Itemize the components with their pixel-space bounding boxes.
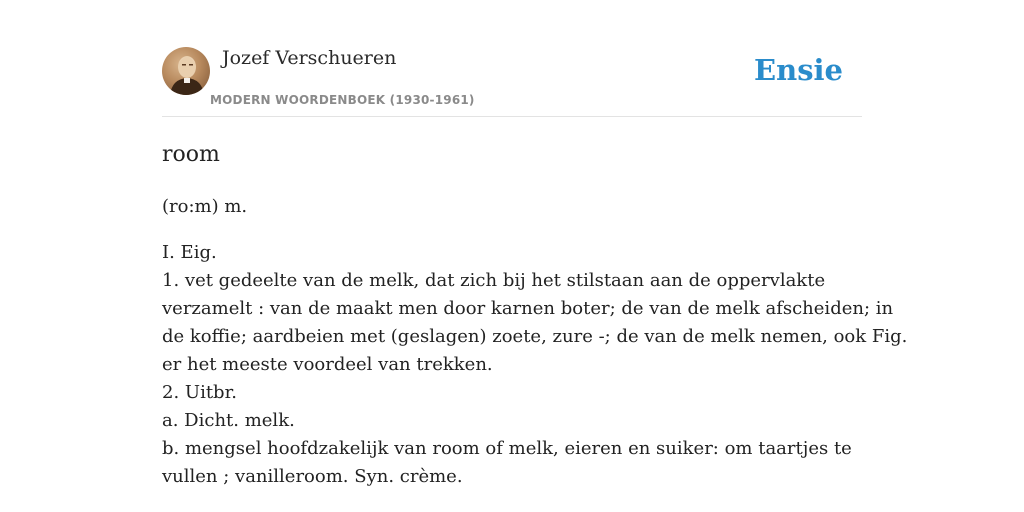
definition-line: vullen ; vanilleroom. Syn. crème. [162,466,463,487]
entry-term: room [162,142,220,167]
author-name[interactable]: Jozef Verschueren [222,47,397,69]
portrait-icon [162,47,210,95]
source-label[interactable]: MODERN WOORDENBOEK (1930-1961) [210,93,475,107]
definition-line: I. Eig. [162,242,217,263]
definition-line: verzamelt : van de maakt men door karnen boter; de van de melk afscheiden; in [162,298,894,319]
ensie-logo[interactable]: Ensie [754,53,843,87]
definition-line: de koffie; aardbeien met (geslagen) zoete, zure -; de van de melk nemen, ook Fig. [162,326,908,347]
definition-line: 2. Uitbr. [162,382,237,403]
definition-line: b. mengsel hoofdzakelijk van room of melk, eieren en suiker: om taartjes te [162,438,852,459]
entry-definition [162,239,908,491]
header [162,46,862,117]
definition-line: 1. vet gedeelte van de melk, dat zich bij het stilstaan aan de oppervlakte [162,270,826,291]
definition-line: er het meeste voordeel van trekken. [162,354,493,375]
definition-line: a. Dicht. melk. [162,410,295,431]
entry-pronunciation: (ro:m) m. [162,196,248,217]
author-avatar[interactable] [162,47,210,95]
